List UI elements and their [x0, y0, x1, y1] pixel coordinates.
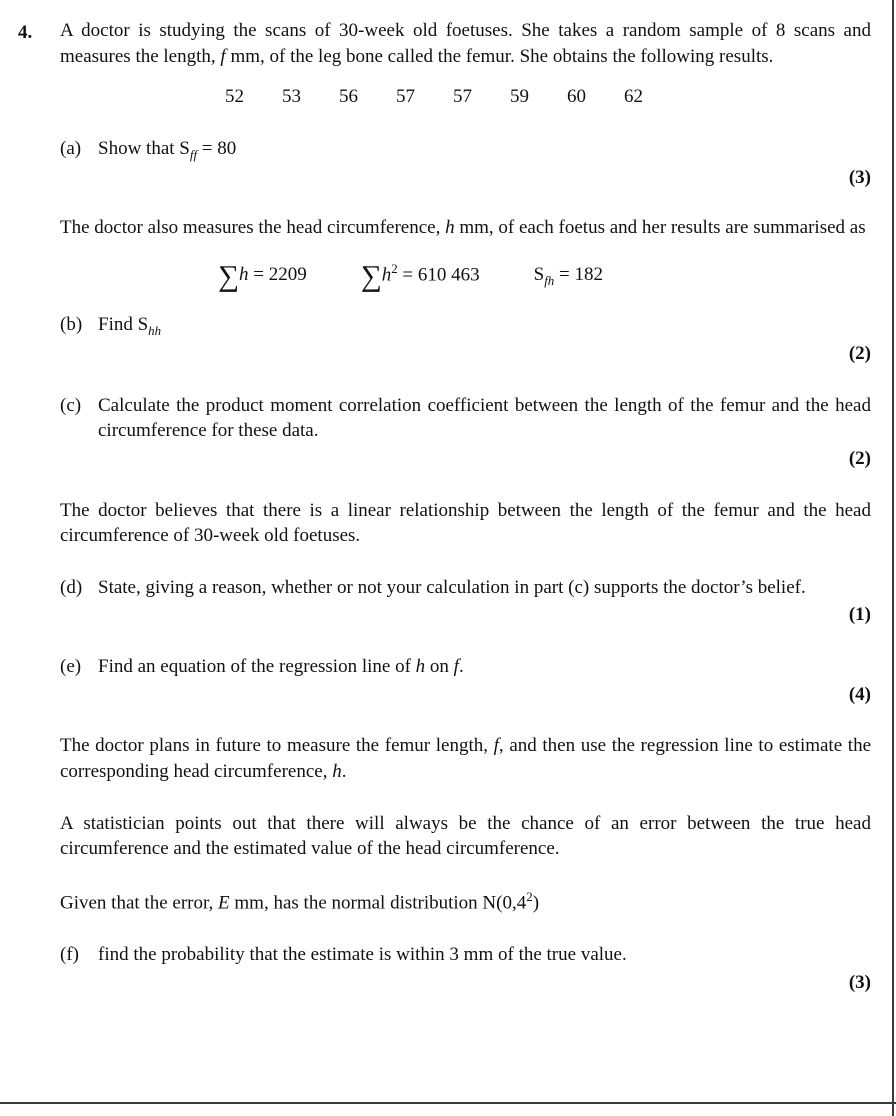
part-f-text	[98, 942, 871, 968]
text-segment: mm, has the normal distribution N(0,4	[229, 892, 527, 914]
part-f	[60, 942, 871, 968]
part-a-text	[98, 136, 871, 163]
paragraph-head-circumference	[60, 215, 871, 241]
intro-paragraph	[60, 18, 871, 69]
text-segment: .	[341, 761, 347, 783]
question-number: 4.	[18, 22, 33, 43]
text-segment: Find S	[98, 313, 149, 335]
text-segment: ∑	[360, 260, 382, 293]
text-segment: f	[493, 735, 499, 757]
part-a-marks: (3)	[848, 167, 871, 189]
text-segment: The doctor plans in future to measure the femur length,	[60, 735, 494, 757]
part-f-marks: (3)	[848, 971, 871, 993]
text-segment: A doctor is studying the scans of 30-week old foetuses. She takes a random sample of 8 scans and measures the length,	[60, 20, 871, 67]
paragraph-statistician	[60, 811, 871, 862]
text-segment: ∑	[218, 260, 239, 293]
text-segment: = 80	[197, 137, 237, 159]
data-value: 52	[225, 86, 244, 108]
text-segment: 2	[391, 260, 398, 276]
text-segment: Find an equation of the regression line of	[98, 656, 416, 678]
part-d-text	[98, 575, 871, 601]
part-c-marks: (2)	[848, 447, 871, 469]
part-e-marks: (4)	[848, 683, 871, 705]
text-segment: 2	[526, 889, 533, 904]
data-value: 57	[453, 86, 472, 108]
part-e-label: (e)	[60, 656, 82, 678]
part-c-label: (c)	[60, 394, 82, 416]
part-e	[60, 654, 871, 680]
text-segment: find the probability that the estimate is within 3 mm of the true value.	[98, 943, 627, 965]
text-segment: mm, of the leg bone called the femur. She obtains the following results.	[225, 45, 774, 67]
part-d-marks: (1)	[848, 604, 871, 626]
sum-h-squared	[361, 259, 480, 292]
text-segment: A statistician points out that there will always be the chance of an error between the true head circumference and the estimated value of the head circumference.	[60, 812, 871, 860]
part-e-text	[98, 654, 871, 680]
text-segment: ff	[189, 146, 198, 162]
text-segment: = 2209	[248, 263, 307, 285]
femur-data-values	[225, 85, 871, 110]
text-segment: )	[532, 892, 540, 914]
part-d-label: (d)	[60, 576, 83, 598]
part-d	[60, 575, 871, 601]
text-segment: h	[239, 263, 249, 285]
text-segment: The doctor believes that there is a linear relationship between the length of the femur and the head circumference of 30-week old foetuses.	[60, 499, 871, 547]
text-segment: , and then use the regression line to estimate the corresponding head circumference,	[60, 735, 871, 783]
text-segment: h	[381, 263, 392, 285]
data-value: 59	[510, 86, 529, 108]
text-segment: E	[218, 892, 230, 914]
text-segment: State, giving a reason, whether or not your calculation in part (c) supports the doctor’s belief.	[98, 576, 806, 598]
text-segment: Show that S	[98, 137, 190, 159]
text-segment: hh	[148, 322, 162, 338]
part-b	[60, 312, 871, 339]
paragraph-linear-belief	[60, 498, 871, 549]
page-edge-right-line	[892, 0, 894, 1116]
paragraph-plans-future	[60, 733, 871, 784]
data-value: 60	[567, 86, 586, 108]
text-segment: h	[445, 216, 455, 238]
sum-h	[218, 260, 307, 292]
part-b-marks: (2)	[848, 342, 871, 364]
text-segment: h	[415, 656, 426, 678]
text-segment: h	[332, 761, 342, 783]
data-value: 56	[339, 86, 358, 108]
text-segment: S	[533, 263, 545, 285]
part-b-label: (b)	[60, 313, 83, 335]
text-segment: Given that the error,	[60, 892, 219, 914]
text-segment: f	[220, 45, 226, 67]
s-fh	[534, 260, 603, 291]
data-value: 57	[396, 86, 415, 108]
part-c-text	[98, 393, 871, 444]
part-b-text	[98, 312, 871, 339]
text-segment: = 182	[554, 263, 603, 285]
part-f-label: (f)	[60, 943, 79, 965]
page-edge-bottom-line	[0, 1102, 896, 1104]
part-a-label: (a)	[60, 137, 82, 159]
data-value: 53	[282, 86, 301, 108]
part-a	[60, 136, 871, 163]
summary-statistics	[218, 259, 871, 292]
text-segment: .	[458, 656, 464, 678]
data-value: 62	[624, 86, 643, 108]
text-segment: mm, of each foetus and her results are summarised as	[454, 216, 866, 238]
text-segment: Calculate the product moment correlation coefficient between the length of the femur and the head circumference for these data.	[98, 394, 871, 442]
text-segment: = 610 463	[397, 263, 480, 285]
paragraph-given-error	[60, 888, 871, 916]
text-segment: The doctor also measures the head circumference,	[60, 216, 446, 238]
text-segment: on	[425, 656, 454, 678]
part-c	[60, 393, 871, 444]
text-segment: fh	[544, 272, 555, 288]
text-segment: f	[453, 656, 459, 678]
